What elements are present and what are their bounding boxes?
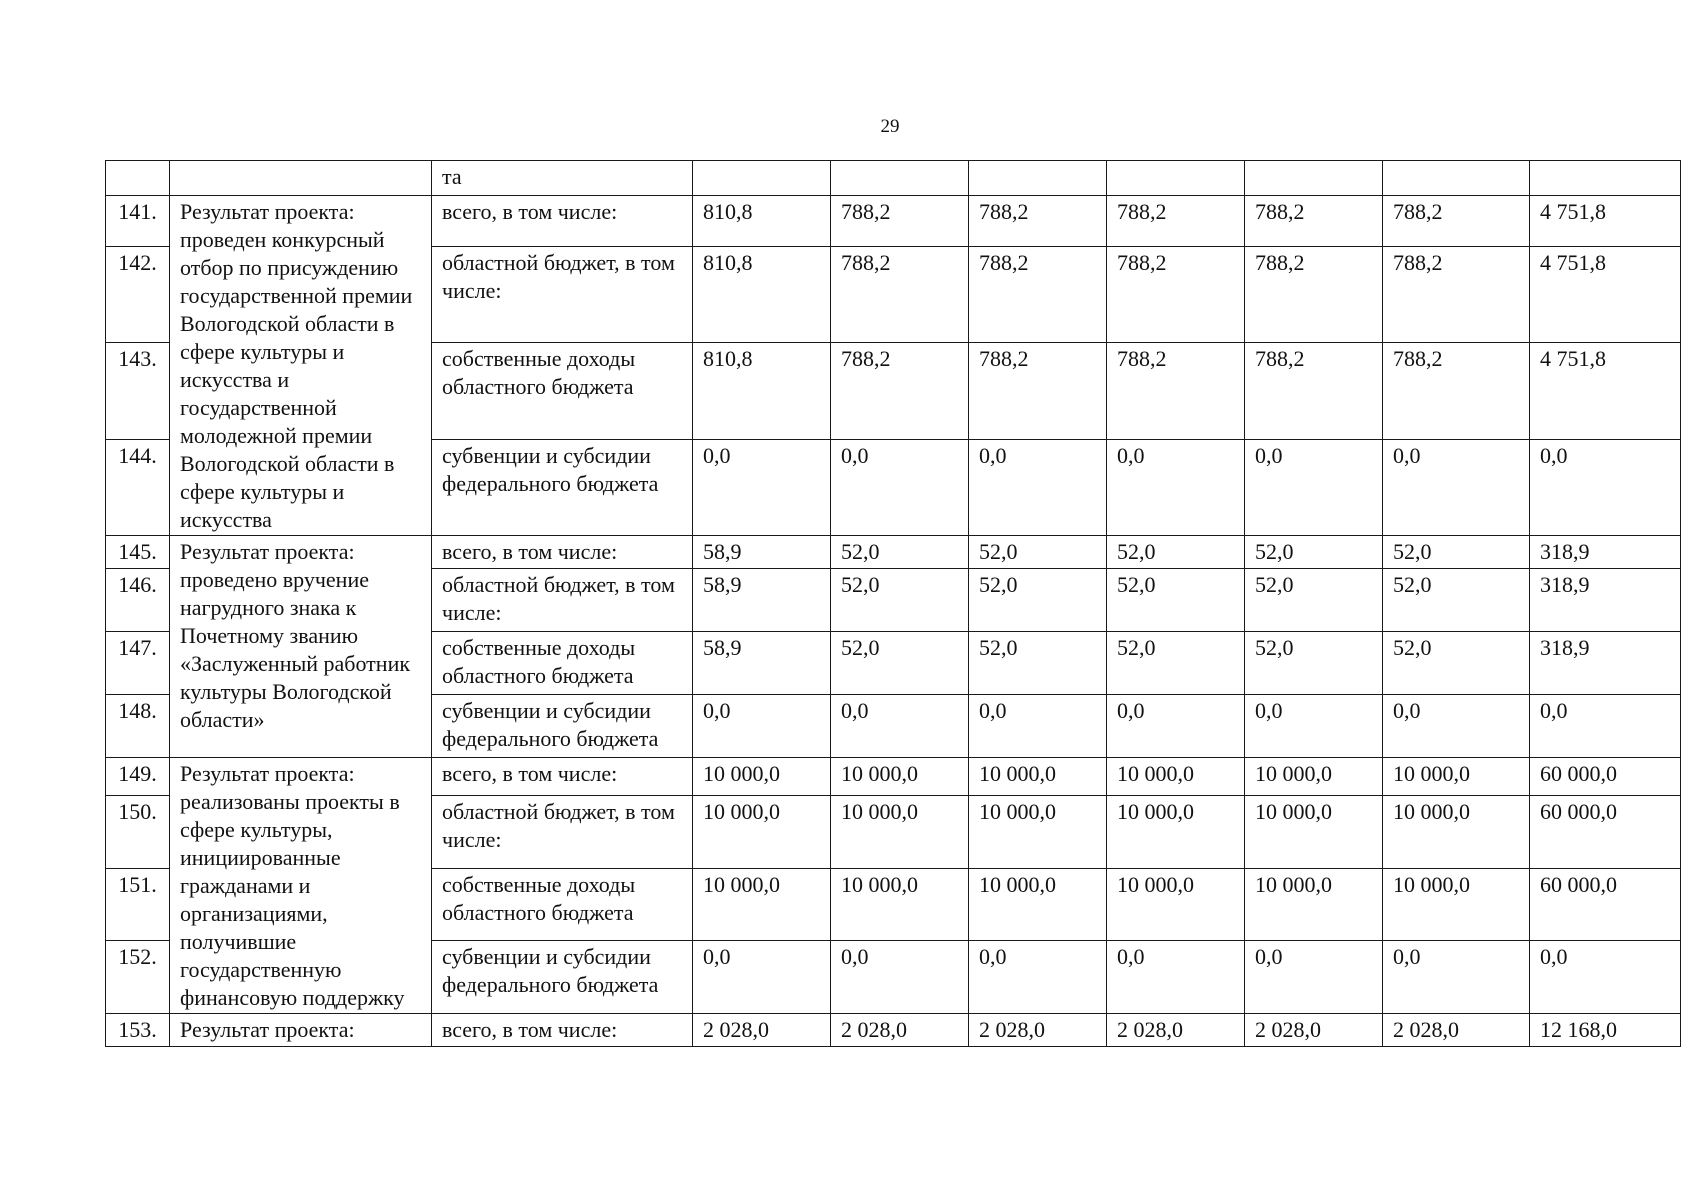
- value-cell: 2 028,0: [1107, 1014, 1245, 1047]
- total-value-cell: 0,0: [1530, 941, 1681, 1014]
- project-result-description: Результат проекта: проведено вручение нагрудного знака к Почетному званию «Заслуженный работник культуры Вологодской области»: [170, 536, 432, 758]
- row-number-cell: 149.: [106, 758, 170, 796]
- value-cell: 52,0: [831, 569, 969, 632]
- value-cell: 0,0: [693, 695, 831, 758]
- value-cell: 52,0: [1383, 536, 1530, 569]
- value-cell: 10 000,0: [693, 758, 831, 796]
- total-value-cell: 4 751,8: [1530, 246, 1681, 342]
- value-cell: 0,0: [1107, 695, 1245, 758]
- value-cell: 10 000,0: [1245, 796, 1383, 869]
- value-cell: 810,8: [693, 196, 831, 247]
- value-cell: 52,0: [1383, 632, 1530, 695]
- funding-source-cell: областной бюджет, в том числе:: [432, 569, 693, 632]
- value-cell: 10 000,0: [1107, 796, 1245, 869]
- value-cell: 0,0: [1245, 439, 1383, 536]
- table-row: [106, 1014, 1681, 1047]
- value-cell: 10 000,0: [693, 796, 831, 869]
- value-cell: 788,2: [1245, 246, 1383, 342]
- description-cell: [170, 161, 432, 196]
- total-value-cell: 60 000,0: [1530, 758, 1681, 796]
- total-value-cell: 60 000,0: [1530, 868, 1681, 941]
- value-cell: 10 000,0: [1383, 868, 1530, 941]
- funding-source-cell: областной бюджет, в том числе:: [432, 246, 693, 342]
- project-result-description: Результат проекта: проведен конкурсный отбор по присуждению государственной премии Вологодской области в сфере культуры и искусства и государственной молодежной премии Вологодской области в сфере культуры и искусства: [170, 196, 432, 536]
- value-cell: [1530, 161, 1681, 196]
- value-cell: 0,0: [831, 941, 969, 1014]
- row-number-cell: [106, 161, 170, 196]
- value-cell: 788,2: [1245, 196, 1383, 247]
- value-cell: 10 000,0: [1245, 758, 1383, 796]
- funding-source-cell: всего, в том числе:: [432, 1014, 693, 1047]
- value-cell: [969, 161, 1107, 196]
- row-number-cell: 152.: [106, 941, 170, 1014]
- funding-source-cell: собственные доходы областного бюджета: [432, 632, 693, 695]
- table-row: [106, 196, 1681, 247]
- value-cell: 52,0: [969, 632, 1107, 695]
- value-cell: 52,0: [1245, 632, 1383, 695]
- total-value-cell: 318,9: [1530, 536, 1681, 569]
- value-cell: [1107, 161, 1245, 196]
- row-number-cell: 146.: [106, 569, 170, 632]
- value-cell: 788,2: [831, 246, 969, 342]
- value-cell: 52,0: [1245, 536, 1383, 569]
- value-cell: 10 000,0: [1383, 796, 1530, 869]
- value-cell: 0,0: [969, 695, 1107, 758]
- value-cell: 788,2: [1383, 343, 1530, 439]
- value-cell: 10 000,0: [693, 868, 831, 941]
- value-cell: 788,2: [831, 343, 969, 439]
- value-cell: 58,9: [693, 632, 831, 695]
- value-cell: 788,2: [831, 196, 969, 247]
- value-cell: 810,8: [693, 343, 831, 439]
- value-cell: 810,8: [693, 246, 831, 342]
- total-value-cell: 4 751,8: [1530, 196, 1681, 247]
- value-cell: 0,0: [1383, 941, 1530, 1014]
- value-cell: 10 000,0: [1107, 868, 1245, 941]
- value-cell: 788,2: [969, 343, 1107, 439]
- value-cell: 0,0: [831, 695, 969, 758]
- funding-source-cell: субвенции и субсидии федерального бюджета: [432, 439, 693, 536]
- value-cell: [693, 161, 831, 196]
- value-cell: 788,2: [1107, 196, 1245, 247]
- value-cell: 52,0: [1245, 569, 1383, 632]
- value-cell: 788,2: [1107, 246, 1245, 342]
- value-cell: [831, 161, 969, 196]
- value-cell: 788,2: [1107, 343, 1245, 439]
- row-number-cell: 141.: [106, 196, 170, 247]
- row-number-cell: 147.: [106, 632, 170, 695]
- value-cell: 52,0: [1383, 569, 1530, 632]
- funding-source-cell: всего, в том числе:: [432, 758, 693, 796]
- total-value-cell: 4 751,8: [1530, 343, 1681, 439]
- row-number-cell: 148.: [106, 695, 170, 758]
- page-number: 29: [880, 116, 900, 137]
- value-cell: 10 000,0: [831, 758, 969, 796]
- value-cell: 788,2: [969, 246, 1107, 342]
- funding-source-cell: собственные доходы областного бюджета: [432, 868, 693, 941]
- value-cell: 10 000,0: [969, 758, 1107, 796]
- value-cell: 2 028,0: [969, 1014, 1107, 1047]
- value-cell: 0,0: [1383, 439, 1530, 536]
- value-cell: 52,0: [831, 632, 969, 695]
- total-value-cell: 12 168,0: [1530, 1014, 1681, 1047]
- funding-source-cell: областной бюджет, в том числе:: [432, 796, 693, 869]
- value-cell: 10 000,0: [1245, 868, 1383, 941]
- project-result-description: Результат проекта:: [170, 1014, 432, 1047]
- value-cell: 0,0: [1107, 439, 1245, 536]
- value-cell: 0,0: [693, 439, 831, 536]
- value-cell: 52,0: [1107, 536, 1245, 569]
- value-cell: 52,0: [969, 569, 1107, 632]
- value-cell: 0,0: [969, 439, 1107, 536]
- value-cell: 52,0: [831, 536, 969, 569]
- total-value-cell: 318,9: [1530, 632, 1681, 695]
- value-cell: 10 000,0: [969, 796, 1107, 869]
- funding-source-cell: всего, в том числе:: [432, 196, 693, 247]
- value-cell: 0,0: [693, 941, 831, 1014]
- funding-source-cell: всего, в том числе:: [432, 536, 693, 569]
- value-cell: 58,9: [693, 536, 831, 569]
- value-cell: 2 028,0: [1245, 1014, 1383, 1047]
- row-number-cell: 144.: [106, 439, 170, 536]
- funding-source-cell: собственные доходы областного бюджета: [432, 343, 693, 439]
- value-cell: 788,2: [1383, 246, 1530, 342]
- value-cell: 52,0: [1107, 569, 1245, 632]
- source-cell: та: [432, 161, 693, 196]
- row-number-cell: 150.: [106, 796, 170, 869]
- value-cell: 58,9: [693, 569, 831, 632]
- value-cell: 10 000,0: [969, 868, 1107, 941]
- value-cell: 10 000,0: [831, 796, 969, 869]
- value-cell: 788,2: [1383, 196, 1530, 247]
- value-cell: 2 028,0: [693, 1014, 831, 1047]
- funding-source-cell: субвенции и субсидии федерального бюджета: [432, 941, 693, 1014]
- row-number-cell: 142.: [106, 246, 170, 342]
- row-number-cell: 145.: [106, 536, 170, 569]
- value-cell: 52,0: [969, 536, 1107, 569]
- value-cell: 0,0: [1107, 941, 1245, 1014]
- value-cell: 2 028,0: [1383, 1014, 1530, 1047]
- continuation-row: [106, 161, 1681, 196]
- total-value-cell: 0,0: [1530, 439, 1681, 536]
- value-cell: [1383, 161, 1530, 196]
- total-value-cell: 60 000,0: [1530, 796, 1681, 869]
- row-number-cell: 153.: [106, 1014, 170, 1047]
- funding-source-cell: субвенции и субсидии федерального бюджета: [432, 695, 693, 758]
- project-result-description: Результат проекта: реализованы проекты в сфере культуры, инициированные гражданами и организациями, получившие государственную финансовую поддержку: [170, 758, 432, 1014]
- value-cell: 0,0: [1383, 695, 1530, 758]
- table-row: [106, 758, 1681, 796]
- value-cell: 10 000,0: [831, 868, 969, 941]
- value-cell: [1245, 161, 1383, 196]
- value-cell: 52,0: [1107, 632, 1245, 695]
- table-row: [106, 536, 1681, 569]
- budget-table: [105, 160, 1681, 1047]
- value-cell: 788,2: [1245, 343, 1383, 439]
- value-cell: 788,2: [969, 196, 1107, 247]
- row-number-cell: 143.: [106, 343, 170, 439]
- total-value-cell: 318,9: [1530, 569, 1681, 632]
- value-cell: 0,0: [969, 941, 1107, 1014]
- value-cell: 10 000,0: [1383, 758, 1530, 796]
- value-cell: 2 028,0: [831, 1014, 969, 1047]
- value-cell: 0,0: [1245, 695, 1383, 758]
- row-number-cell: 151.: [106, 868, 170, 941]
- value-cell: 10 000,0: [1107, 758, 1245, 796]
- total-value-cell: 0,0: [1530, 695, 1681, 758]
- value-cell: 0,0: [831, 439, 969, 536]
- value-cell: 0,0: [1245, 941, 1383, 1014]
